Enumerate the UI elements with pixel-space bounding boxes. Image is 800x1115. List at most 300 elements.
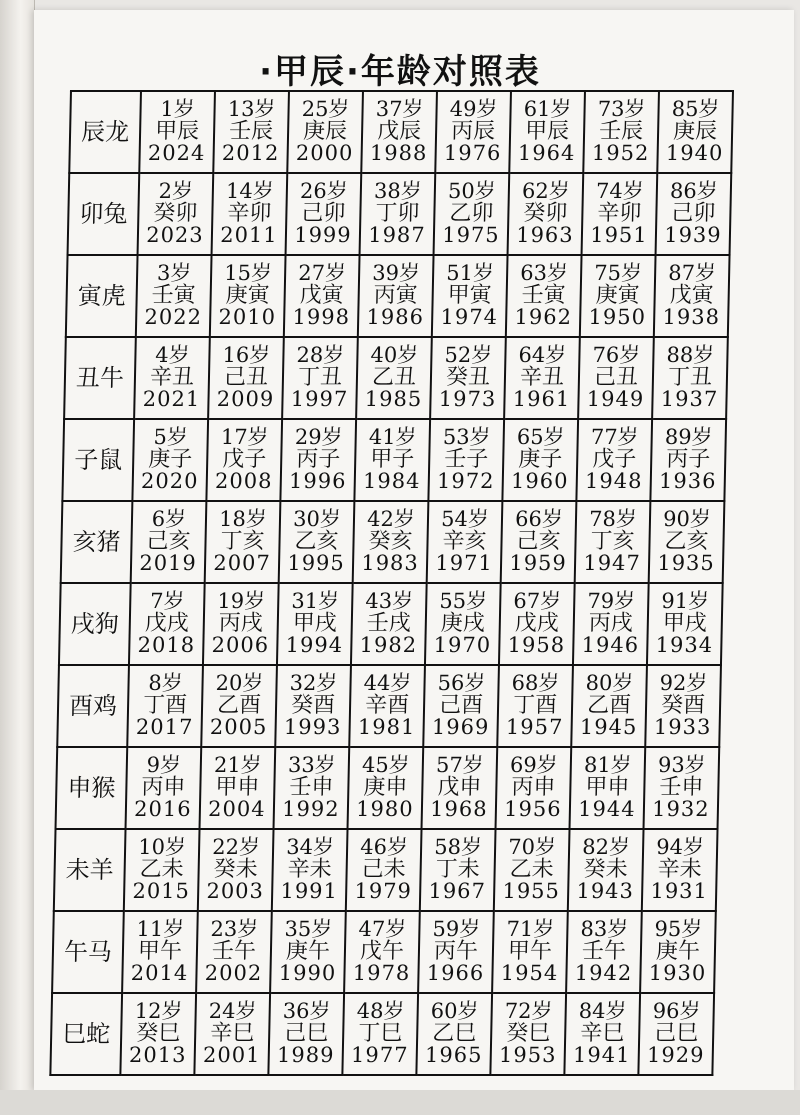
cell-ganzhi: 壬申 (289, 774, 334, 800)
cell-ganzhi: 丙戌 (588, 610, 634, 636)
cell-ganzhi: 癸卯 (523, 200, 568, 226)
cell-age: 63岁 (520, 261, 569, 286)
table-cell (416, 993, 492, 1075)
zodiac-label: 亥猪 (61, 501, 133, 583)
cell-ganzhi: 庚子 (517, 446, 563, 472)
table-cell (194, 993, 270, 1075)
cell-year: 1941 (572, 1043, 631, 1068)
table-cell (274, 747, 350, 829)
cell-ganzhi: 戊戌 (144, 610, 190, 636)
table-cell (196, 911, 272, 993)
cell-year: 1981 (357, 715, 416, 740)
cell-year: 2003 (206, 879, 265, 904)
table-row (69, 91, 733, 173)
cell-year: 1975 (441, 223, 500, 248)
cell-ganzhi: 丁亥 (590, 528, 635, 554)
cell-ganzhi: 戊寅 (299, 282, 344, 308)
cell-ganzhi: 乙亥 (294, 528, 339, 554)
cell-ganzhi: 戊子 (221, 446, 267, 472)
cell-ganzhi: 丁卯 (375, 200, 420, 226)
cell-year: 1973 (438, 387, 497, 412)
cell-ganzhi: 癸未 (213, 856, 258, 882)
cell-year: 1971 (435, 551, 494, 576)
cell-year: 1959 (509, 551, 568, 576)
table-cell (418, 911, 494, 993)
cell-year: 1942 (574, 961, 633, 986)
cell-year: 2020 (140, 469, 199, 494)
table-cell (497, 665, 573, 747)
cell-year: 2004 (207, 797, 266, 822)
cell-year: 2016 (133, 797, 192, 822)
cell-age: 91岁 (661, 589, 710, 614)
cell-year: 1962 (514, 305, 573, 330)
cell-year: 1934 (655, 633, 714, 658)
cell-year: 2007 (213, 551, 272, 576)
table-cell (122, 911, 198, 993)
cell-year: 1955 (502, 879, 561, 904)
cell-ganzhi: 戊戌 (514, 610, 560, 636)
table-cell (576, 419, 652, 501)
cell-ganzhi: 己巳 (653, 1020, 699, 1046)
cell-ganzhi: 辛丑 (149, 364, 195, 390)
cell-ganzhi: 辛亥 (442, 528, 487, 554)
cell-ganzhi: 己卯 (671, 200, 716, 226)
table-cell (566, 911, 642, 993)
cell-ganzhi: 丙戌 (218, 610, 264, 636)
cell-year: 1929 (646, 1043, 705, 1068)
table-cell (645, 665, 721, 747)
cell-ganzhi: 甲戌 (292, 610, 338, 636)
table-cell (496, 747, 572, 829)
table-cell (124, 829, 200, 911)
cell-age: 52岁 (444, 343, 493, 368)
table-cell (494, 829, 570, 911)
cell-year: 1978 (352, 961, 411, 986)
table-cell (420, 829, 496, 911)
cell-age: 64岁 (518, 343, 567, 368)
table-row (57, 665, 721, 747)
cell-age: 73岁 (597, 97, 646, 122)
cell-age: 94岁 (656, 835, 705, 860)
cell-year: 2024 (147, 141, 206, 166)
zodiac-label: 巳蛇 (50, 993, 122, 1075)
cell-ganzhi: 乙未 (509, 856, 554, 882)
table-cell (277, 583, 353, 665)
cell-year: 1999 (293, 223, 352, 248)
cell-age: 39岁 (372, 261, 421, 286)
cell-age: 34岁 (286, 835, 335, 860)
cell-ganzhi: 丙午 (433, 938, 479, 964)
table-cell (138, 173, 214, 255)
cell-ganzhi: 乙酉 (216, 692, 262, 718)
zodiac-label: 丑牛 (64, 337, 136, 419)
cell-age: 10岁 (138, 835, 187, 860)
table-row (62, 419, 726, 501)
cell-ganzhi: 己亥 (516, 528, 561, 554)
cell-year: 1967 (428, 879, 487, 904)
cell-ganzhi: 丙申 (141, 774, 186, 800)
table-row (61, 501, 725, 583)
cell-year: 1956 (503, 797, 562, 822)
cell-year: 1935 (657, 551, 716, 576)
cell-age: 43岁 (365, 589, 414, 614)
cell-ganzhi: 丁亥 (220, 528, 265, 554)
table-cell (349, 665, 425, 747)
cell-ganzhi: 庚午 (285, 938, 331, 964)
cell-age: 44岁 (363, 671, 412, 696)
cell-age: 84岁 (578, 999, 627, 1024)
table-cell (208, 337, 284, 419)
cell-year: 1939 (663, 223, 722, 248)
cell-age: 66岁 (514, 507, 564, 532)
cell-year: 2023 (145, 223, 204, 248)
cell-ganzhi: 壬午 (211, 938, 257, 964)
table-cell (504, 337, 580, 419)
table-row (68, 173, 732, 255)
table-cell (206, 419, 282, 501)
zodiac-label: 子鼠 (62, 419, 134, 501)
cell-ganzhi: 辛未 (657, 856, 702, 882)
table-cell (120, 993, 196, 1075)
table-cell (654, 255, 730, 337)
cell-ganzhi: 丙辰 (450, 118, 496, 144)
table-cell (342, 993, 418, 1075)
cell-age: 9岁 (146, 753, 182, 778)
cell-age: 80岁 (585, 671, 634, 696)
cell-age: 5岁 (153, 425, 189, 450)
table-cell (490, 993, 566, 1075)
cell-year: 1961 (512, 387, 571, 412)
table-cell (506, 255, 582, 337)
cell-age: 61岁 (523, 97, 572, 122)
cell-age: 58岁 (434, 835, 483, 860)
table-cell (132, 419, 208, 501)
cell-year: 1933 (653, 715, 712, 740)
cell-year: 2010 (218, 305, 277, 330)
cell-ganzhi: 甲辰 (524, 118, 570, 144)
cell-ganzhi: 癸卯 (153, 200, 198, 226)
cell-ganzhi: 庚辰 (302, 118, 348, 144)
cell-ganzhi: 己亥 (146, 528, 191, 554)
cell-age: 37岁 (375, 97, 424, 122)
cell-age: 67岁 (513, 589, 562, 614)
cell-ganzhi: 壬辰 (228, 118, 274, 144)
cell-age: 82岁 (582, 835, 631, 860)
cell-age: 12岁 (134, 999, 183, 1024)
cell-year: 1952 (591, 141, 650, 166)
cell-year: 1931 (650, 879, 709, 904)
cell-ganzhi: 丙子 (295, 446, 341, 472)
table-row (54, 829, 718, 911)
cell-ganzhi: 癸丑 (445, 364, 491, 390)
cell-ganzhi: 癸酉 (660, 692, 706, 718)
cell-ganzhi: 庚子 (147, 446, 193, 472)
table-cell (434, 173, 510, 255)
table-cell (280, 419, 356, 501)
cell-age: 20岁 (215, 671, 264, 696)
cell-year: 2015 (132, 879, 191, 904)
cell-year: 1990 (278, 961, 337, 986)
cell-year: 2006 (211, 633, 270, 658)
cell-age: 71岁 (506, 917, 555, 942)
cell-year: 1985 (364, 387, 423, 412)
cell-ganzhi: 己巳 (283, 1020, 329, 1046)
cell-age: 90岁 (662, 507, 712, 532)
cell-age: 62岁 (521, 179, 570, 204)
cell-ganzhi: 乙酉 (586, 692, 632, 718)
cell-age: 72岁 (504, 999, 553, 1024)
cell-ganzhi: 庚寅 (595, 282, 640, 308)
cell-ganzhi: 戊申 (437, 774, 482, 800)
cell-year: 1963 (515, 223, 574, 248)
zodiac-label: 戌狗 (59, 583, 131, 665)
cell-age: 65岁 (516, 425, 565, 450)
cell-ganzhi: 乙卯 (449, 200, 494, 226)
table-row (52, 911, 716, 993)
cell-age: 69岁 (509, 753, 558, 778)
table-cell (358, 255, 434, 337)
cell-year: 2000 (295, 141, 354, 166)
table-row (59, 583, 723, 665)
cell-ganzhi: 丁酉 (512, 692, 558, 718)
table-cell (198, 829, 274, 911)
cell-ganzhi: 辛丑 (519, 364, 565, 390)
cell-ganzhi: 壬申 (659, 774, 704, 800)
cell-year: 2017 (135, 715, 194, 740)
cell-age: 74岁 (595, 179, 644, 204)
cell-age: 51岁 (446, 261, 495, 286)
cell-age: 88岁 (666, 343, 715, 368)
table-cell (270, 911, 346, 993)
table-cell (127, 665, 203, 747)
zodiac-label: 午马 (52, 911, 124, 993)
cell-ganzhi: 辛卯 (597, 200, 642, 226)
cell-year: 1968 (429, 797, 488, 822)
zodiac-label: 寅虎 (66, 255, 138, 337)
cell-year: 2002 (204, 961, 263, 986)
cell-year: 1994 (285, 633, 344, 658)
table-cell (212, 173, 288, 255)
cell-ganzhi: 辛未 (287, 856, 332, 882)
table-cell (435, 91, 511, 173)
cell-year: 1976 (443, 141, 502, 166)
table-cell (344, 911, 420, 993)
cell-year: 1991 (280, 879, 339, 904)
cell-age: 33岁 (287, 753, 336, 778)
table-cell (279, 501, 355, 583)
cell-year: 1998 (292, 305, 351, 330)
table-cell (492, 911, 568, 993)
cell-ganzhi: 己未 (361, 856, 406, 882)
cell-ganzhi: 甲辰 (154, 118, 200, 144)
cell-ganzhi: 壬寅 (151, 282, 196, 308)
table-cell (573, 583, 649, 665)
table-cell (134, 337, 210, 419)
cell-ganzhi: 乙亥 (664, 528, 709, 554)
table-cell (131, 501, 207, 583)
cell-year: 1937 (660, 387, 719, 412)
table-cell (644, 747, 720, 829)
cell-age: 6岁 (151, 507, 187, 532)
cell-year: 2019 (139, 551, 198, 576)
cell-age: 24岁 (208, 999, 257, 1024)
cell-age: 29岁 (294, 425, 343, 450)
cell-ganzhi: 乙丑 (371, 364, 417, 390)
cell-year: 1977 (350, 1043, 409, 1068)
cell-age: 81岁 (583, 753, 632, 778)
cell-year: 1965 (424, 1043, 483, 1068)
cell-year: 1969 (431, 715, 490, 740)
page-spine (0, 0, 35, 1115)
cell-year: 1947 (583, 551, 642, 576)
table-cell (656, 173, 732, 255)
cell-ganzhi: 乙巳 (431, 1020, 477, 1046)
cell-year: 1987 (367, 223, 426, 248)
cell-age: 50岁 (447, 179, 496, 204)
cell-ganzhi: 辛卯 (227, 200, 272, 226)
table-cell (428, 419, 504, 501)
table-cell (129, 583, 205, 665)
cell-ganzhi: 壬辰 (598, 118, 644, 144)
table-cell (501, 501, 577, 583)
cell-year: 1983 (361, 551, 420, 576)
cell-year: 1988 (369, 141, 428, 166)
table-cell (213, 91, 289, 173)
cell-age: 23岁 (210, 917, 259, 942)
cell-ganzhi: 壬午 (581, 938, 627, 964)
cell-age: 19岁 (217, 589, 266, 614)
cell-age: 70岁 (508, 835, 557, 860)
table-cell (272, 829, 348, 911)
cell-age: 25岁 (301, 97, 350, 122)
cell-ganzhi: 癸巳 (135, 1020, 181, 1046)
cell-ganzhi: 甲申 (215, 774, 260, 800)
cell-year: 1938 (662, 305, 721, 330)
table-cell (580, 255, 656, 337)
zodiac-label: 辰龙 (69, 91, 141, 173)
cell-age: 30岁 (292, 507, 342, 532)
cell-age: 26岁 (299, 179, 348, 204)
table-cell (423, 665, 499, 747)
table-row (56, 747, 720, 829)
cell-year: 1970 (433, 633, 492, 658)
cell-ganzhi: 庚午 (655, 938, 701, 964)
table-cell (508, 173, 584, 255)
cell-age: 45岁 (361, 753, 410, 778)
cell-year: 1940 (665, 141, 724, 166)
cell-ganzhi: 庚申 (363, 774, 408, 800)
page-title: ·甲辰·年龄对照表 (259, 52, 541, 92)
table-cell (353, 501, 429, 583)
zodiac-label: 酉鸡 (57, 665, 129, 747)
zodiac-label: 申猴 (56, 747, 128, 829)
table-cell (422, 747, 498, 829)
table-cell (286, 173, 362, 255)
cell-age: 89岁 (664, 425, 713, 450)
table-cell (136, 255, 212, 337)
cell-ganzhi: 戊午 (359, 938, 405, 964)
cell-ganzhi: 丁酉 (142, 692, 188, 718)
cell-ganzhi: 戊寅 (669, 282, 714, 308)
cell-year: 1950 (588, 305, 647, 330)
cell-age: 18岁 (218, 507, 268, 532)
cell-year: 1936 (658, 469, 717, 494)
cell-year: 1945 (579, 715, 638, 740)
table-cell (139, 91, 215, 173)
cell-age: 15岁 (224, 261, 273, 286)
cell-ganzhi: 癸酉 (290, 692, 336, 718)
cell-age: 31岁 (291, 589, 340, 614)
cell-ganzhi: 甲申 (585, 774, 630, 800)
table-cell (346, 829, 422, 911)
table-row (50, 993, 714, 1075)
table-cell (578, 337, 654, 419)
cell-ganzhi: 丁丑 (297, 364, 343, 390)
table-cell (268, 993, 344, 1075)
cell-ganzhi: 丁丑 (667, 364, 713, 390)
cell-year: 1948 (584, 469, 643, 494)
table-cell (564, 993, 640, 1075)
table-row (66, 255, 730, 337)
table-cell (284, 255, 360, 337)
cell-ganzhi: 辛酉 (364, 692, 410, 718)
cell-age: 28岁 (296, 343, 345, 368)
table-cell (210, 255, 286, 337)
table-cell (361, 91, 437, 173)
cell-age: 36岁 (282, 999, 331, 1024)
cell-year: 1951 (589, 223, 648, 248)
cell-age: 46岁 (360, 835, 409, 860)
cell-ganzhi: 癸亥 (368, 528, 413, 554)
cell-age: 27岁 (298, 261, 347, 286)
table-cell (205, 501, 281, 583)
cell-ganzhi: 戊子 (591, 446, 637, 472)
cell-age: 55岁 (439, 589, 488, 614)
cell-age: 79岁 (587, 589, 636, 614)
cell-age: 38岁 (373, 179, 422, 204)
cell-age: 92岁 (659, 671, 708, 696)
cell-year: 1993 (283, 715, 342, 740)
cell-year: 1997 (290, 387, 349, 412)
cell-ganzhi: 己酉 (438, 692, 484, 718)
table-cell (583, 91, 659, 173)
cell-ganzhi: 辛巳 (579, 1020, 625, 1046)
cell-age: 11岁 (136, 917, 185, 942)
cell-age: 41岁 (368, 425, 417, 450)
cell-ganzhi: 甲子 (369, 446, 415, 472)
cell-year: 1986 (366, 305, 425, 330)
table-cell (649, 501, 725, 583)
cell-age: 47岁 (358, 917, 407, 942)
bottom-strip (0, 1090, 800, 1115)
table-cell (200, 747, 276, 829)
cell-age: 83岁 (580, 917, 629, 942)
cell-age: 17岁 (220, 425, 269, 450)
table-cell (571, 665, 647, 747)
table-cell (427, 501, 503, 583)
cell-year: 2018 (137, 633, 196, 658)
cell-year: 1960 (510, 469, 569, 494)
table-cell (642, 829, 718, 911)
cell-age: 68岁 (511, 671, 560, 696)
cell-year: 1957 (505, 715, 564, 740)
cell-year: 2009 (216, 387, 275, 412)
cell-age: 40岁 (370, 343, 419, 368)
cell-ganzhi: 乙未 (139, 856, 184, 882)
table-cell (575, 501, 651, 583)
cell-year: 1992 (281, 797, 340, 822)
cell-age: 76岁 (592, 343, 641, 368)
